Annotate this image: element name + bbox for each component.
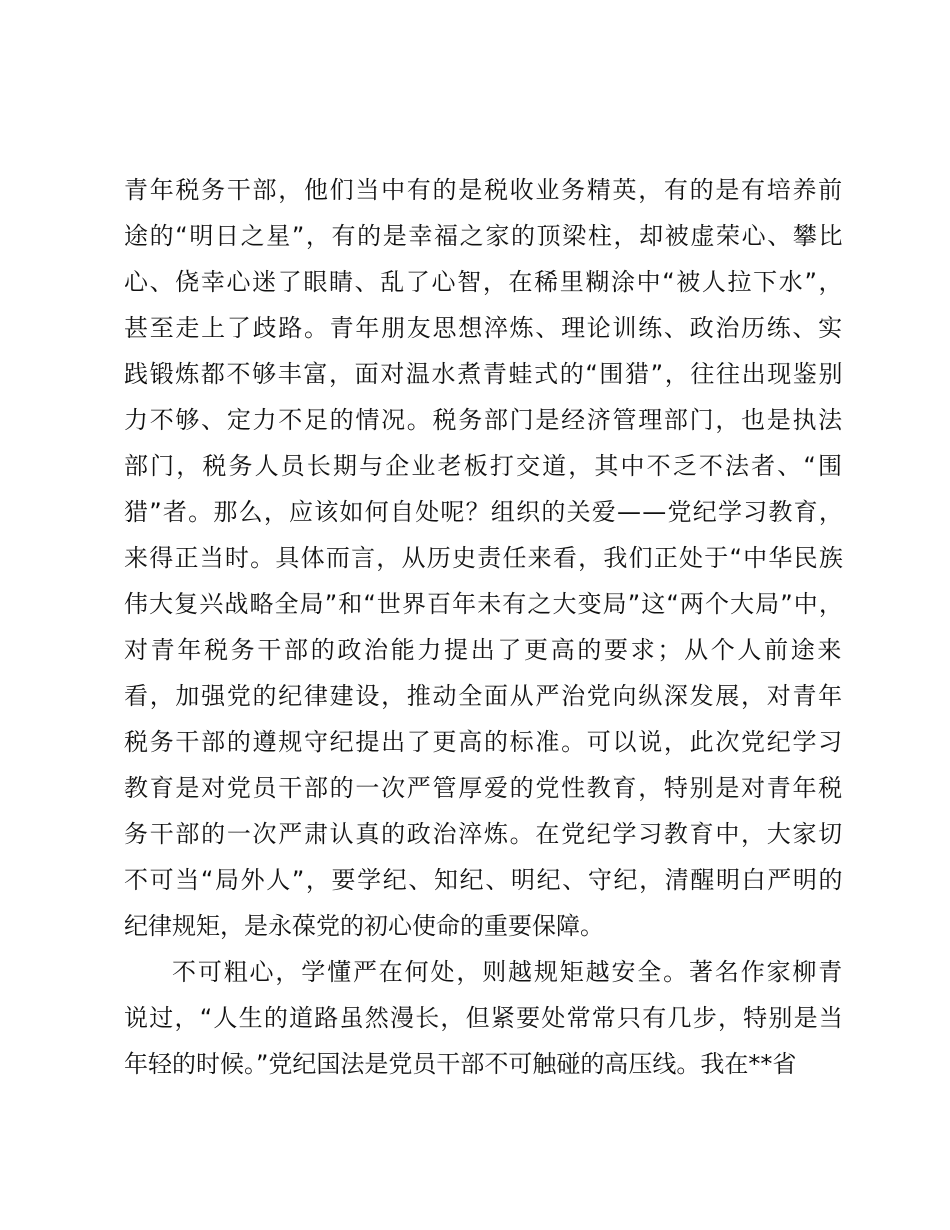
text-line: 青年税务干部，他们当中有的是税收业务精英，有的是有培养前 xyxy=(124,176,844,204)
text-line: 说过，“人生的道路虽然漫长，但紧要处常常只有几步，特别是当 xyxy=(124,1004,845,1032)
text-line: 部门，税务人员长期与企业老板打交道，其中不乏不法者、“围 xyxy=(124,452,845,480)
text-line: 途的“明日之星”，有的是幸福之家的顶梁柱，却被虚荣心、攀比 xyxy=(124,222,845,250)
text-line: 教育是对党员干部的一次严管厚爱的党性教育，特别是对青年税 xyxy=(124,774,844,802)
text-line: 甚至走上了歧路。青年朋友思想淬炼、理论训练、政治历练、实 xyxy=(124,314,844,342)
text-line: 务干部的一次严肃认真的政治淬炼。在党纪学习教育中，大家切 xyxy=(124,820,844,848)
paragraph-1 xyxy=(124,167,844,949)
text-line: 不可粗心，学懂严在何处，则越规矩越安全。著名作家柳青 xyxy=(172,958,845,986)
text-line: 税务干部的遵规守纪提出了更高的标准。可以说，此次党纪学习 xyxy=(124,728,844,756)
text-line: 猎”者。那么，应该如何自处呢？组织的关爱——党纪学习教育， xyxy=(124,498,845,526)
body-text xyxy=(124,167,844,1087)
text-line: 伟大复兴战略全局”和“世界百年未有之大变局”这“两个大局”中， xyxy=(124,590,844,618)
text-line: 心、侥幸心迷了眼睛、乱了心智，在稀里糊涂中“被人拉下水”， xyxy=(124,268,845,296)
text-line: 对青年税务干部的政治能力提出了更高的要求；从个人前途来 xyxy=(124,636,845,664)
text-line: 纪律规矩，是永葆党的初心使命的重要保障。 xyxy=(124,912,604,940)
paragraph-2 xyxy=(124,949,844,1087)
text-line: 年轻的时候。”党纪国法是党员干部不可触碰的高压线。我在**省 xyxy=(124,1050,797,1078)
text-line: 不可当“局外人”，要学纪、知纪、明纪、守纪，清醒明白严明的 xyxy=(124,866,845,894)
text-line: 来得正当时。具体而言，从历史责任来看，我们正处于“中华民族 xyxy=(124,544,845,572)
text-line: 看，加强党的纪律建设，推动全面从严治党向纵深发展，对青年 xyxy=(124,682,844,710)
text-line: 践锻炼都不够丰富，面对温水煮青蛙式的“围猎”，往往出现鉴别 xyxy=(124,360,845,388)
text-line: 力不够、定力不足的情况。税务部门是经济管理部门，也是执法 xyxy=(124,406,844,434)
